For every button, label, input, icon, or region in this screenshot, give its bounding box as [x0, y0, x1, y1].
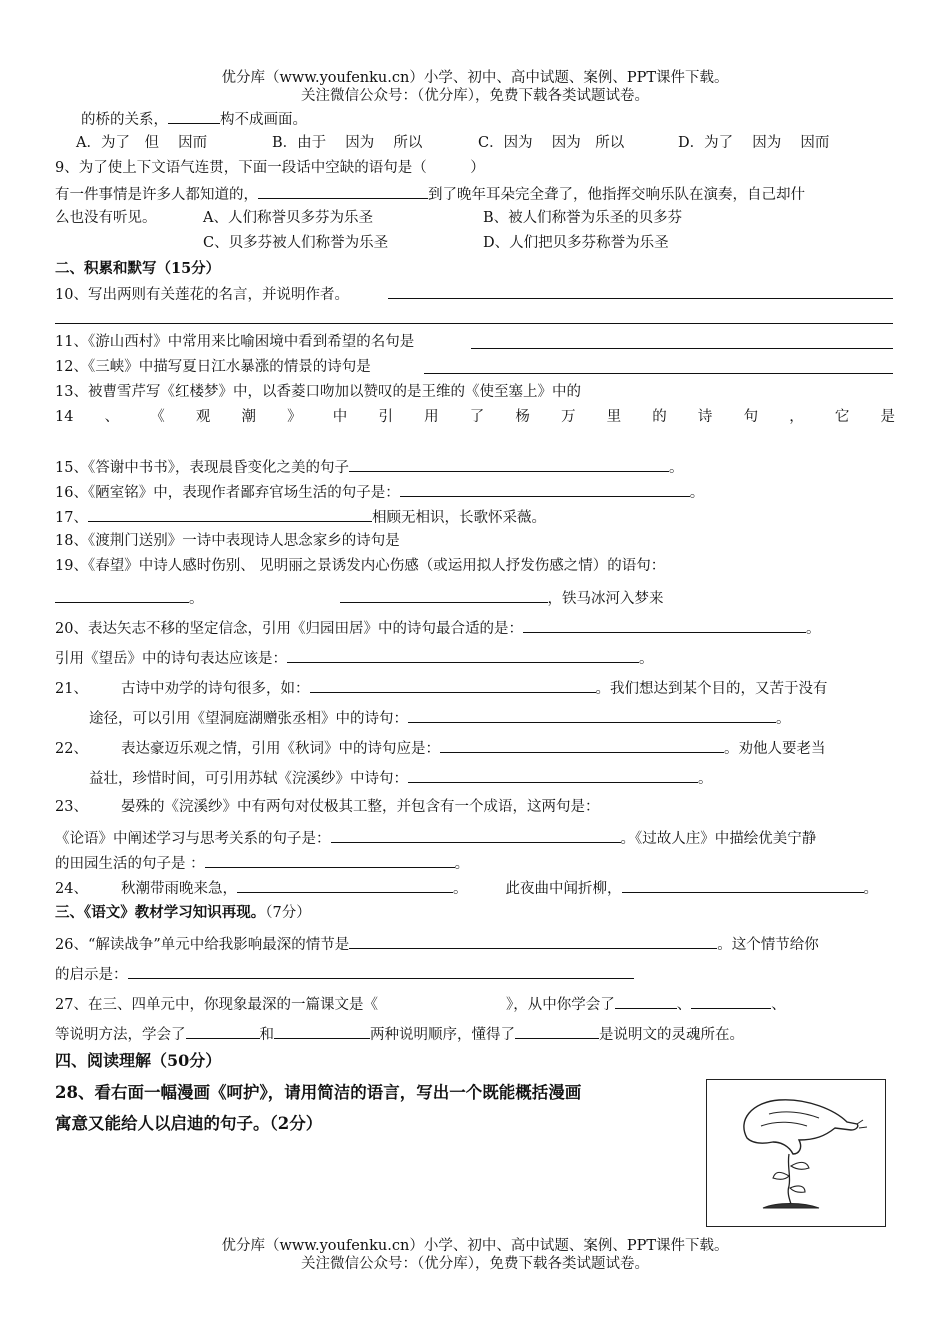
q27-text-b: 》，从中你学会了: [505, 997, 615, 1013]
q22-end: 。: [698, 771, 713, 787]
q19: 19、《春望》中诗人感时伤别、 见明丽之景诱发内心伤感（或运用拟人抒发伤感之情）的语句：: [55, 558, 666, 574]
q22-blank-2[interactable]: [408, 766, 698, 783]
q27: [55, 992, 786, 1016]
q14-char: 的: [652, 409, 667, 425]
q14-char: 是: [880, 409, 895, 425]
q14-char: 、: [104, 409, 120, 425]
q14-char: 句: [743, 409, 759, 425]
q8-option-d[interactable]: D．为了 因为 因而: [678, 135, 830, 151]
q16-end: 。: [689, 485, 705, 501]
q8-tail-text: 的桥的关系，: [81, 112, 168, 128]
q14-char: 了: [469, 409, 485, 425]
q27-blank-2[interactable]: [691, 992, 771, 1009]
q17-text: 相顾无相识，长歌怀采薇。: [371, 510, 546, 526]
q14-char: 用: [424, 409, 439, 425]
q27-blank-4[interactable]: [274, 1022, 370, 1039]
q19-sep: 。: [189, 591, 204, 607]
section4-title: 四、阅读理解（50分）: [55, 1051, 222, 1070]
q16-blank[interactable]: [400, 480, 690, 497]
q17: [55, 505, 546, 529]
cartoon-hand-sprout-illustration: [707, 1080, 885, 1226]
section3-title: [55, 902, 311, 924]
q27-blank-5[interactable]: [515, 1022, 599, 1039]
q20-blank-1[interactable]: [523, 616, 806, 633]
q14-char: 万: [561, 409, 576, 425]
q14-char: 》: [287, 409, 302, 425]
q27-text-a: 27、在三、四单元中，你现象最深的一篇课文是《: [55, 997, 378, 1013]
q22-c: [89, 766, 713, 790]
q15: [55, 455, 683, 479]
q15-end: 。: [668, 460, 684, 476]
q26-c: [55, 962, 634, 986]
q14-char: 引: [378, 409, 393, 425]
q20: [55, 616, 820, 640]
section2-title: 二、积累和默写（15分）: [55, 260, 221, 277]
q20-end: 。: [805, 621, 821, 637]
q8-options: [76, 132, 829, 154]
q26-text-c: 的启示是：: [55, 967, 128, 983]
q22-text-c: 益壮，珍惜时间，可引用苏轼《浣溪纱》中诗句：: [89, 771, 408, 787]
page-footer-line2: 关注微信公众号：（优分库），免费下载各类试题试卷。: [301, 1256, 649, 1272]
q20-text-b: 引用《望岳》中的诗句表达应该是：: [55, 651, 287, 667]
q24-end: 。: [863, 881, 878, 897]
q20-b-end: 。: [639, 651, 654, 667]
q9-blank[interactable]: [258, 182, 428, 199]
q10-blank-2[interactable]: [55, 323, 893, 324]
q8-tail: [81, 107, 307, 131]
q9-option-b[interactable]: B、被人们称誉为乐圣的贝多芬: [483, 210, 683, 226]
q24: [55, 876, 878, 900]
q23-d: [55, 851, 469, 875]
q21: [55, 676, 828, 700]
q9-stem: 9、为了使上下文语气连贯，下面一段话中空缺的语句是（ ）: [55, 160, 485, 176]
section3-title-text: 三、《语文》教材学习知识再现。: [55, 904, 266, 921]
q26-blank-2[interactable]: [128, 962, 634, 979]
q17-num: 17、: [55, 510, 88, 526]
q27-text-g: 两种说明顺序，懂得了: [370, 1027, 515, 1043]
q27-sep-2: 、: [771, 997, 786, 1013]
q8-tail-text-end: 构不成画面。: [220, 112, 307, 128]
q20-b: [55, 646, 654, 670]
q23-text-d: 的田园生活的句子是 ：: [55, 856, 205, 872]
q21-text-c: 途径，可以引用《望洞庭湖赠张丞相》中的诗句：: [89, 711, 408, 727]
q26-text-b: 。这个情节给你: [717, 937, 819, 953]
q23-blank-1[interactable]: [331, 826, 621, 843]
q15-text: 15、《答谢中书书》，表现晨昏变化之美的句子: [55, 460, 349, 476]
q23-text-a: 晏殊的《浣溪纱》中有两句对仗极其工整，并包含有一个成语，这两句是：: [121, 799, 600, 815]
q8-option-b[interactable]: B．由于 因为 所以: [272, 135, 423, 151]
q20-text: 20、表达矢志不移的坚定信念，引用《归园田居》中的诗句最合适的是：: [55, 621, 523, 637]
page-header-line1: 优分库（www.youfenku.cn）小学、初中、高中试题、案例、PPT课件下载。: [221, 70, 729, 86]
q14-char: 里: [606, 409, 622, 425]
q24-text-a: 秋潮带雨晚来急，: [121, 881, 237, 897]
q9-row2: [203, 232, 669, 254]
q22-num: 22、: [55, 741, 88, 757]
q8-option-c[interactable]: C．因为 因为 所以: [478, 135, 625, 151]
q24-blank-1[interactable]: [237, 876, 453, 893]
q14-char: 中: [332, 409, 348, 425]
q9-option-a[interactable]: A、人们称誉贝多芬为乐圣: [203, 210, 373, 226]
q23-b: [55, 826, 816, 850]
q22: [55, 736, 826, 760]
q9-text: [55, 182, 805, 206]
q14-char: 《: [150, 409, 165, 425]
page-footer-line1: 优分库（www.youfenku.cn）小学、初中、高中试题、案例、PPT课件下载。: [221, 1238, 729, 1254]
q8-blank[interactable]: [168, 107, 220, 124]
q21-blank-1[interactable]: [310, 676, 596, 693]
q21-c: [89, 706, 791, 730]
q19-answers: [55, 586, 664, 610]
q27-sep-1: 、: [676, 997, 692, 1013]
q24-text-c: 此夜曲中闻折柳，: [505, 881, 622, 897]
q9-text-b: 到了晚年耳朵完全聋了，他指挥交响乐队在演奏，自己却什: [428, 187, 805, 203]
q27-blank-1[interactable]: [615, 992, 677, 1009]
q21-blank-2[interactable]: [408, 706, 776, 723]
q14-char: 潮: [241, 409, 257, 425]
q18: 18、《渡荆门送别》一诗中表现诗人思念家乡的诗句是: [55, 533, 400, 549]
q27-b: [55, 1022, 744, 1046]
q26: [55, 932, 819, 956]
q15-blank[interactable]: [349, 455, 669, 472]
q23-text-b: 《论语》中阐述学习与思考关系的句子是：: [55, 831, 331, 847]
cartoon-image: [706, 1079, 886, 1227]
q23-text-c: 。《过故人庄》中描绘优美宁静: [620, 831, 817, 847]
q14-char: 杨: [515, 409, 530, 425]
q9-option-d[interactable]: D、人们把贝多芬称誉为乐圣: [483, 235, 669, 251]
q24-sep: 。: [453, 881, 468, 897]
q21-text-a: 古诗中劝学的诗句很多，如：: [121, 681, 310, 697]
q17-blank[interactable]: [88, 505, 372, 522]
q27-blank-3[interactable]: [186, 1022, 260, 1039]
q9-row1: [55, 207, 682, 229]
q23: [55, 796, 600, 818]
q24-num: 24、: [55, 881, 88, 897]
q27-text-h: 是说明文的灵魂所在。: [599, 1027, 744, 1043]
q13: 13、被曹雪芹写《红楼梦》中，以香菱口吻加以赞叹的是王维的《使至塞上》中的: [55, 384, 581, 400]
q28-line1: 28、看右面一幅漫画《呵护》，请用简洁的语言，写出一个既能概括漫画: [55, 1083, 582, 1102]
q28-line2: 寓意又能给人以启迪的句子。（2分）: [55, 1114, 323, 1133]
q16: [55, 480, 704, 504]
q27-text-f: 和: [259, 1027, 274, 1043]
q20-blank-2[interactable]: [287, 646, 639, 663]
q14-char: 14: [55, 409, 74, 425]
q14-char: 它: [834, 409, 850, 425]
q26-blank-1[interactable]: [349, 932, 717, 949]
q14: [55, 406, 895, 428]
q11: 11、《游山西村》中常用来比喻困境中看到希望的名句是: [55, 334, 415, 350]
page-header-line2: 关注微信公众号：（优分库），免费下载各类试题试卷。: [301, 88, 649, 104]
q19-blank-1[interactable]: [55, 586, 189, 603]
q14-char: 诗: [697, 409, 713, 425]
q23-end: 。: [454, 856, 470, 872]
q12: 12、《三峡》中描写夏日江水暴涨的情景的诗句是: [55, 359, 371, 375]
q27-text-e: 等说明方法，学会了: [55, 1027, 186, 1043]
q12-blank[interactable]: [424, 373, 893, 374]
q11-blank[interactable]: [471, 348, 893, 349]
q14-char: 观: [195, 409, 211, 425]
q24-blank-2[interactable]: [622, 876, 864, 893]
q22-text-b: 。劝他人要老当: [724, 741, 826, 757]
q9-text-a: 有一件事情是许多人都知道的，: [55, 187, 258, 203]
q16-text: 16、《陋室铭》中，表现作者鄙弃官场生活的句子是：: [55, 485, 400, 501]
q23-num: 23、: [55, 799, 88, 815]
q23-blank-2[interactable]: [205, 851, 455, 868]
q22-blank-1[interactable]: [440, 736, 724, 753]
q9-option-c[interactable]: C、贝多芬被人们称誉为乐圣: [203, 235, 389, 251]
q19-text-b: ，铁马冰河入梦来: [547, 591, 664, 607]
q21-end: 。: [776, 711, 791, 727]
q9-text-c: 么也没有听见。: [55, 210, 157, 226]
q10-blank-1[interactable]: [388, 298, 893, 299]
q26-text-a: 26、“解读战争”单元中给我影响最深的情节是: [55, 937, 350, 953]
q21-text-b: 。我们想达到某个目的，又苦于没有: [595, 681, 828, 697]
q21-num: 21、: [55, 681, 88, 697]
q22-text-a: 表达豪迈乐观之情，引用《秋词》中的诗句应是：: [121, 741, 440, 757]
q8-option-a[interactable]: A．为了 但 因而: [76, 135, 208, 151]
q14-char: ，: [789, 409, 804, 425]
section3-score: （7分）: [265, 905, 311, 921]
q19-blank-2[interactable]: [340, 586, 548, 603]
q10: 10、写出两则有关莲花的名言，并说明作者。: [55, 287, 349, 303]
